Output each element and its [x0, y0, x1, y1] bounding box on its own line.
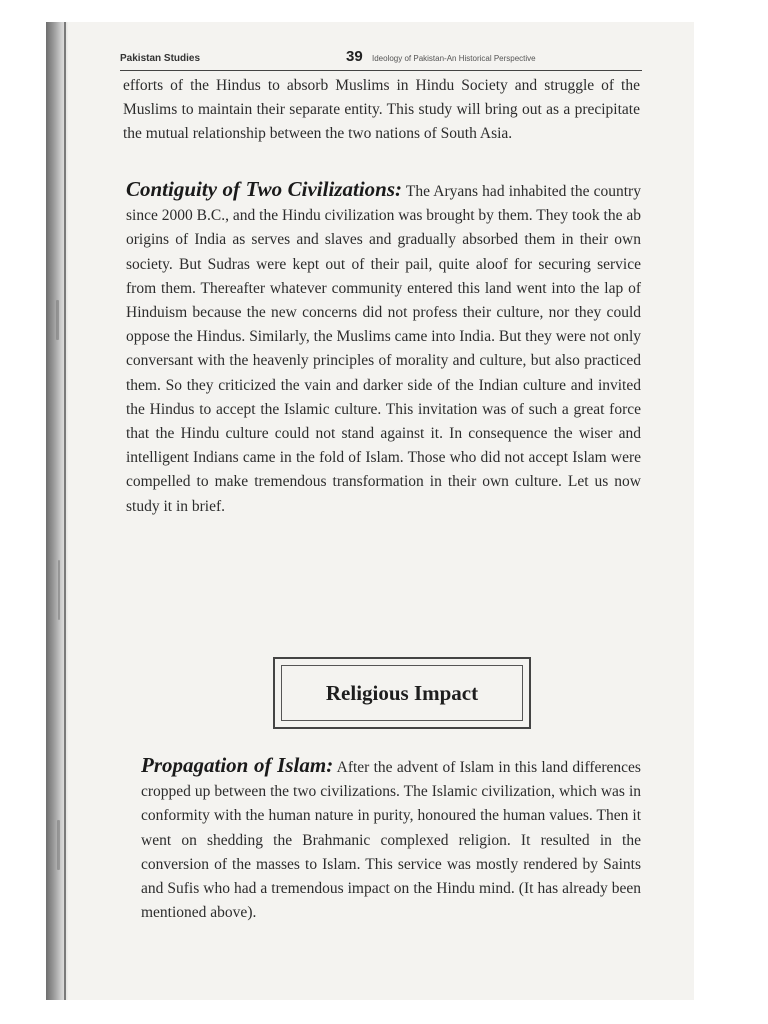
scan-speck: [56, 300, 59, 340]
propagation-body: After the advent of Islam in this land differences cropped up between the two civilizations. The Islamic civilization, which was in conformity with the human nature in purity, honoured the human values. Then it went on shedding the Brahmanic complexed religion. It resulted in the conversion of the masses to Islam. This service was mostly rendered by Saints and Sufis who had a tremendous impact on the Hindu mind. (It has already been mentioned above).: [141, 759, 641, 922]
section-title: Religious Impact: [325, 680, 479, 705]
contiguity-section: [126, 177, 641, 519]
propagation-paragraph: [141, 753, 641, 925]
section-title-box: [273, 657, 531, 729]
header-chapter-title: Ideology of Pakistan-An Historical Perspective: [372, 54, 536, 63]
contiguity-body: The Aryans had inhabited the country since 2000 B.C., and the Hindu civilization was brought by them. They took the ab origins of India as serves and slaves and gradually absorbed them in their own society. But Sudras were kept out of their pail, quite aloof for securing service from them. Thereafter whatever community entered this land went into the lap of Hinduism because the new concerns did not profess their culture, nor they could oppose the Hindus. Similarly, the Muslims came into India. But they were not only conversant with the heavenly principles of morality and culture, but also practiced them. So they criticized the vain and darker side of the Indian culture and invited the Hindus to accept the Islamic culture. This invitation was of such a great force that the Hindu culture could not stand against it. In consequence the wiser and intelligent Indians came in the fold of Islam. Those who did not accept Islam were compelled to make tremendous transformation in their own culture. Let us now study it in brief.: [126, 183, 641, 515]
section-title-inner-frame: [281, 665, 523, 721]
scan-speck: [57, 820, 60, 870]
page-edge-line: [64, 22, 66, 1000]
contiguity-paragraph: [126, 177, 641, 519]
page-number: 39: [346, 48, 363, 65]
propagation-heading: Propagation of Islam:: [141, 753, 334, 777]
intro-paragraph: [123, 74, 640, 147]
intro-paragraph-text: efforts of the Hindus to absorb Muslims in Hindu Society and struggle of the Muslims to maintain their separate entity. This study will bring out as a precipitate the mutual relationship between the two nations of South Asia.: [123, 77, 640, 143]
header-book-title: Pakistan Studies: [120, 53, 201, 64]
scan-speck: [58, 560, 60, 620]
propagation-section: [141, 753, 641, 925]
contiguity-heading: Contiguity of Two Civilizations:: [126, 177, 402, 201]
running-header: [120, 48, 642, 71]
